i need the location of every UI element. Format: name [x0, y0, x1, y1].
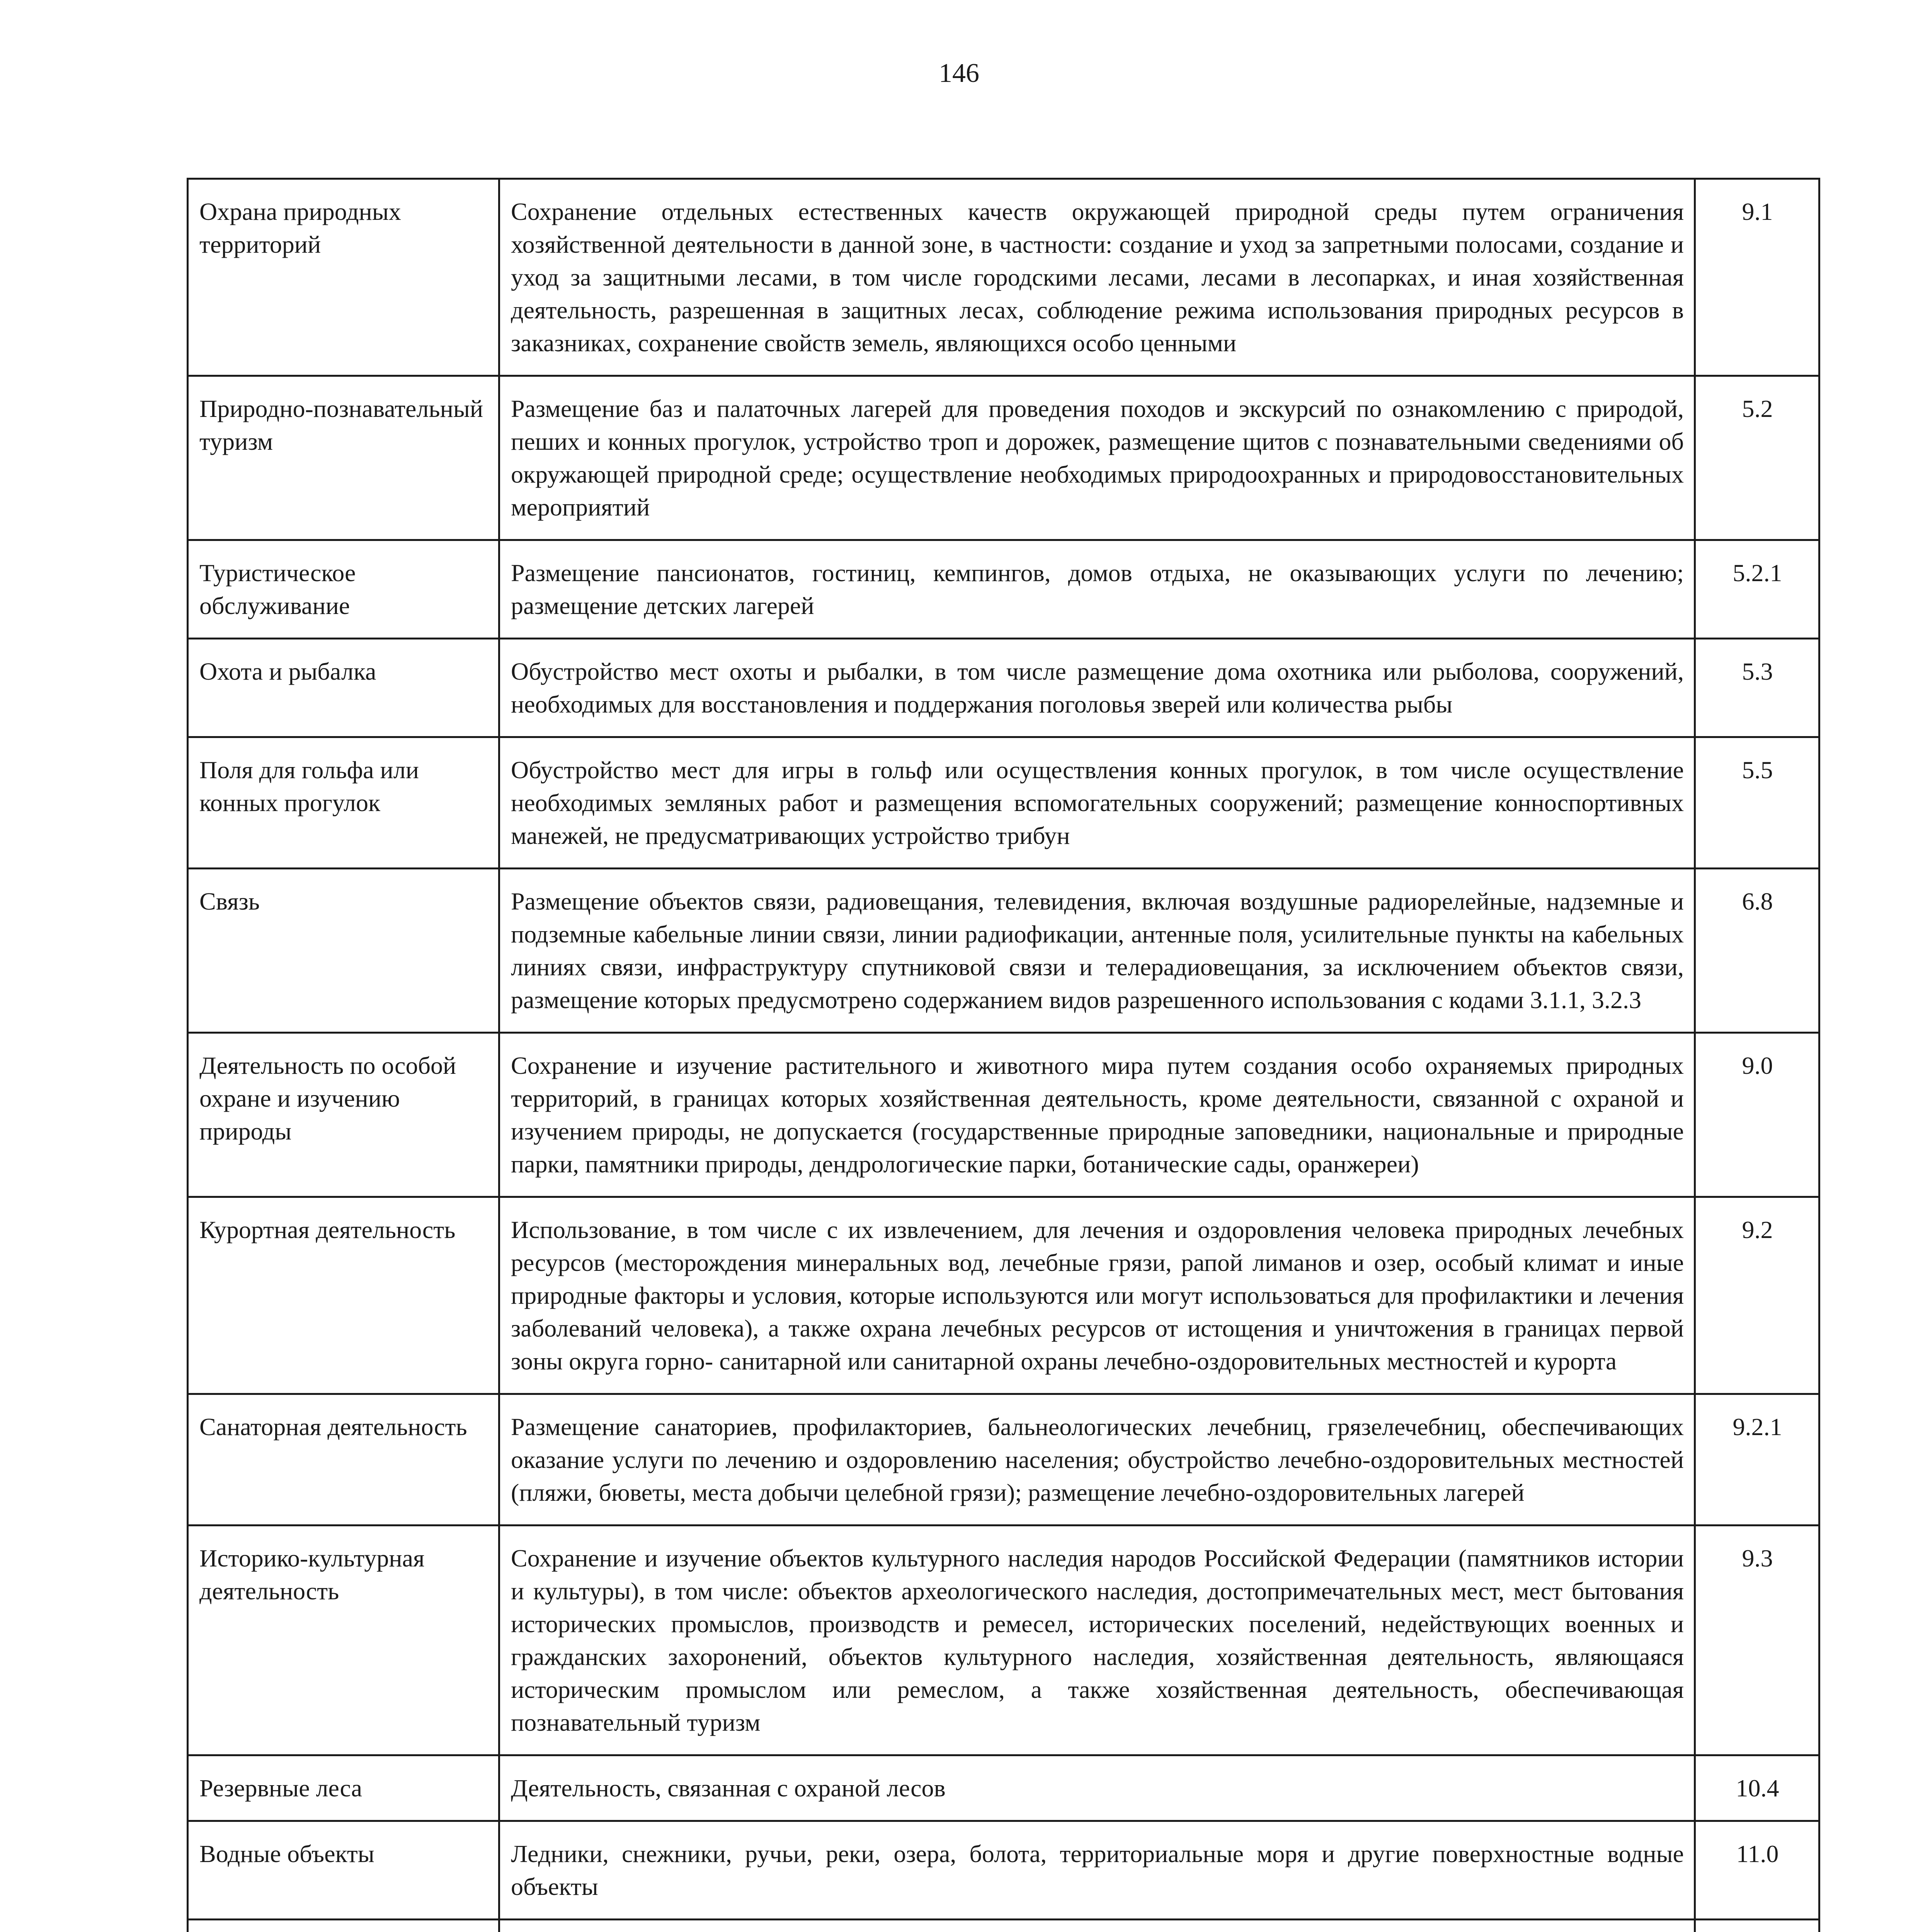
- use-type-name: [188, 1920, 499, 1932]
- table-row: [188, 1526, 1819, 1755]
- table-row: [188, 540, 1819, 639]
- table-row: [188, 376, 1819, 540]
- land-use-table: [187, 178, 1820, 1932]
- use-type-description: Использование, в том числе с их извлечением, для лечения и оздоровления человека природных лечебных ресурсов (месторождения минеральных вод, лечебные грязи, рапой лиманов и озер, особый климат и иные природные факторы и условия, которые используются или могут использоваться для профилактики и лечения заболеваний человека), а также охрана лечебных ресурсов от истощения и уничтожения в границах первой зоны округа горно- санитарной или санитарной охраны лечебно-оздоровительных местностей и курорта: [499, 1197, 1695, 1394]
- use-type-code: 5.2.1: [1695, 540, 1819, 639]
- table-row: [188, 1755, 1819, 1821]
- use-type-name: Природно-познавательный туризм: [188, 376, 499, 540]
- use-type-name: Курортная деятельность: [188, 1197, 499, 1394]
- use-type-description: Сохранение и изучение объектов культурного наследия народов Российской Федерации (памятников истории и культуры), в том числе: объектов археологического наследия, достопримечательных мест, мест бытования исторических промыслов, производств и ремесел, исторических поселений, недействующих военных и гражданских захоронений, объектов культурного наследия, хозяйственная деятельность, являющаяся историческим промыслом или ремеслом, а также хозяйственная деятельность, обеспечивающая познавательный туризм: [499, 1526, 1695, 1755]
- table-row: [188, 1821, 1819, 1920]
- use-type-code: 6.8: [1695, 869, 1819, 1033]
- use-type-description: Обустройство мест охоты и рыбалки, в том числе размещение дома охотника или рыболова, сооружений, необходимых для восстановления и поддержания поголовья зверей или количества рыбы: [499, 639, 1695, 737]
- page-number: 146: [939, 58, 979, 88]
- use-type-code: 9.2: [1695, 1197, 1819, 1394]
- use-type-name: Охота и рыбалка: [188, 639, 499, 737]
- use-type-description: [499, 1920, 1695, 1932]
- use-type-description: Размещение баз и палаточных лагерей для проведения походов и экскурсий по ознакомлению с природой, пеших и конных прогулок, устройство троп и дорожек, размещение щитов с познавательными сведениями об окружающей природной среде; осуществление необходимых природоохранных и природовосстановительных мероприятий: [499, 376, 1695, 540]
- use-type-code: 5.5: [1695, 737, 1819, 869]
- use-type-code: 5.2: [1695, 376, 1819, 540]
- table-row: [188, 1197, 1819, 1394]
- table-row: [188, 639, 1819, 737]
- table-body: [188, 179, 1819, 1932]
- use-type-code: 9.2.1: [1695, 1394, 1819, 1526]
- table-row: [188, 1033, 1819, 1197]
- use-type-name: Поля для гольфа или конных прогулок: [188, 737, 499, 869]
- use-type-name: Охрана природных территорий: [188, 179, 499, 376]
- use-type-description: Обустройство мест для игры в гольф или осуществления конных прогулок, в том числе осуществление необходимых земляных работ и размещения вспомогательных сооружений; размещение конноспортивных манежей, не предусматривающих устройство трибун: [499, 737, 1695, 869]
- use-type-name: Резервные леса: [188, 1755, 499, 1821]
- use-type-description: Размещение объектов связи, радиовещания, телевидения, включая воздушные радиорелейные, надземные и подземные кабельные линии связи, линии радиофикации, антенные поля, усилительные пункты на кабельных линиях связи, инфраструктуру спутниковой связи и телерадиовещания, за исключением объектов связи, размещение которых предусмотрено содержанием видов разрешенного использования с кодами 3.1.1, 3.2.3: [499, 869, 1695, 1033]
- table-row: [188, 1394, 1819, 1526]
- use-type-description: Размещение пансионатов, гостиниц, кемпингов, домов отдыха, не оказывающих услуги по лечению; размещение детских лагерей: [499, 540, 1695, 639]
- use-type-name: Санаторная деятельность: [188, 1394, 499, 1526]
- use-type-code: 10.4: [1695, 1755, 1819, 1821]
- use-type-code: 9.3: [1695, 1526, 1819, 1755]
- table-row: [188, 737, 1819, 869]
- use-type-description: Деятельность, связанная с охраной лесов: [499, 1755, 1695, 1821]
- table-row: [188, 179, 1819, 376]
- use-type-code: 5.3: [1695, 639, 1819, 737]
- use-type-code: [1695, 1920, 1819, 1932]
- use-type-description: Ледники, снежники, ручьи, реки, озера, болота, территориальные моря и другие поверхностные водные объекты: [499, 1821, 1695, 1920]
- use-type-description: Размещение санаториев, профилакториев, бальнеологических лечебниц, грязелечебниц, обеспечивающих оказание услуги по лечению и оздоровлению населения; обустройство лечебно-оздоровительных местностей (пляжи, бюветы, места добычи целебной грязи); размещение лечебно-оздоровительных лагерей: [499, 1394, 1695, 1526]
- use-type-name: Историко-культурная деятельность: [188, 1526, 499, 1755]
- use-type-name: Водные объекты: [188, 1821, 499, 1920]
- use-type-code: 11.0: [1695, 1821, 1819, 1920]
- use-type-name: Связь: [188, 869, 499, 1033]
- use-type-name: Туристическое обслуживание: [188, 540, 499, 639]
- use-type-code: 9.1: [1695, 179, 1819, 376]
- use-type-description: Сохранение и изучение растительного и животного мира путем создания особо охраняемых природных территорий, в границах которых хозяйственная деятельность, кроме деятельности, связанной с охраной и изучением природы, не допускается (государственные природные заповедники, национальные и природные парки, памятники природы, дендрологические парки, ботанические сады, оранжереи): [499, 1033, 1695, 1197]
- table-row: [188, 869, 1819, 1033]
- use-type-name: Деятельность по особой охране и изучению природы: [188, 1033, 499, 1197]
- use-type-code: 9.0: [1695, 1033, 1819, 1197]
- use-type-description: Сохранение отдельных естественных качеств окружающей природной среды путем ограничения хозяйственной деятельности в данной зоне, в частности: создание и уход за запретными полосами, создание и уход за защитными лесами, в том числе городскими лесами, лесами в лесопарках, и иная хозяйственная деятельность, разрешенная в защитных лесах, соблюдение режима использования природных ресурсов в заказниках, сохранение свойств земель, являющихся особо ценными: [499, 179, 1695, 376]
- table-row: [188, 1920, 1819, 1932]
